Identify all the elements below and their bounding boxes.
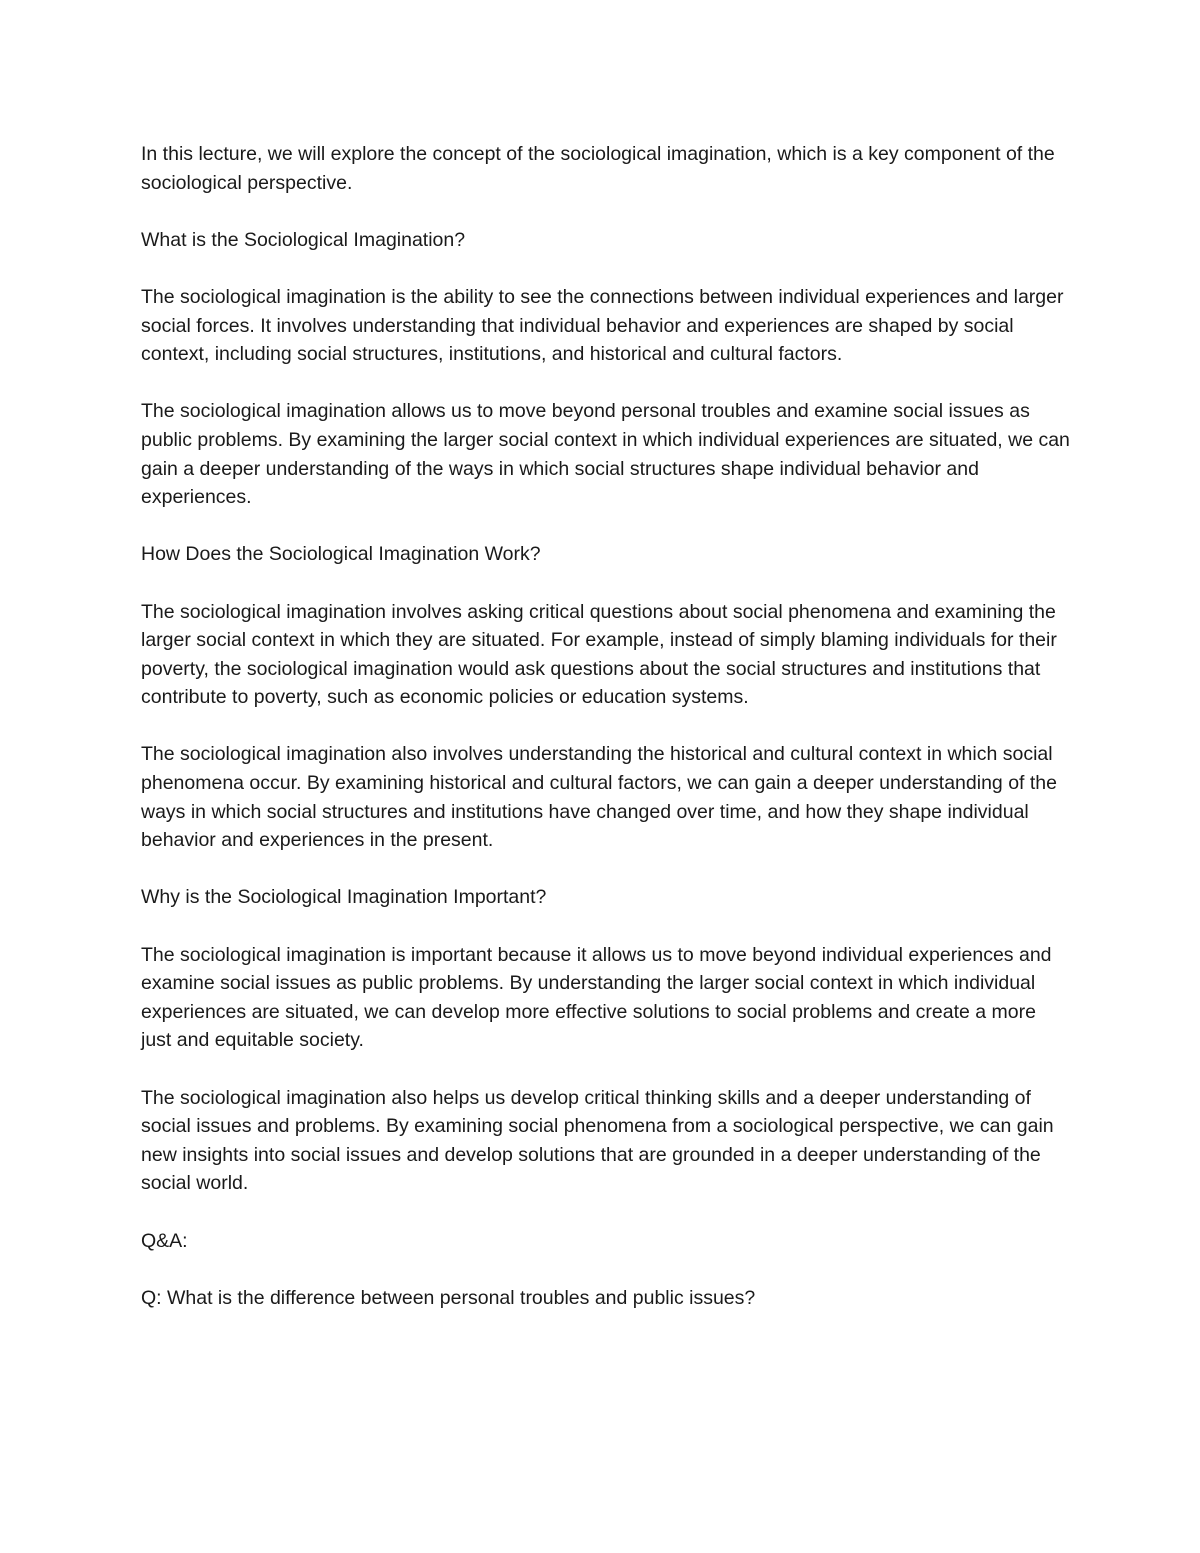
body-paragraph: The sociological imagination is important because it allows us to move beyond individual experiences and examine social issues as public problems. By understanding the larger social context in which individual experiences are situated, we can develop more effective solutions to social problems and create a more just and equitable society.	[141, 943, 1052, 1052]
body-paragraph: The sociological imagination involves asking critical questions about social phenomena and examining the larger social context in which they are situated. For example, instead of simply blaming individuals for their poverty, the sociological imagination would ask questions about the social structures and institutions that contribute to poverty, such as economic policies or education systems.	[141, 600, 1057, 709]
document-body	[141, 140, 1071, 1341]
section-heading: Why is the Sociological Imagination Important?	[141, 886, 547, 909]
question-paragraph: Q: What is the difference between personal troubles and public issues?	[141, 1286, 756, 1309]
section-heading: What is the Sociological Imagination?	[141, 228, 466, 251]
intro-paragraph: In this lecture, we will explore the concept of the sociological imagination, which is a key component of the sociological perspective.	[141, 143, 1055, 194]
qa-heading: Q&A:	[141, 1229, 188, 1252]
body-paragraph: The sociological imagination is the ability to see the connections between individual experiences and larger social forces. It involves understanding that individual behavior and experiences are shaped by social context, including social structures, institutions, and historical and cultural factors.	[141, 285, 1064, 366]
body-paragraph: The sociological imagination also involves understanding the historical and cultural context in which social phenomena occur. By examining historical and cultural factors, we can gain a deeper understanding of the ways in which social structures and institutions have changed over time, and how they shape individual behavior and experiences in the present.	[141, 743, 1057, 852]
body-paragraph: The sociological imagination also helps us develop critical thinking skills and a deeper understanding of social issues and problems. By examining social phenomena from a sociological perspective, we can gain new insights into social issues and develop solutions that are grounded in a deeper understanding of the social world.	[141, 1086, 1054, 1195]
body-paragraph: The sociological imagination allows us to move beyond personal troubles and examine social issues as public problems. By examining the larger social context in which individual experiences are situated, we can gain a deeper understanding of the ways in which social structures shape individual behavior and experiences.	[141, 400, 1070, 509]
section-heading: How Does the Sociological Imagination Work?	[141, 543, 541, 566]
